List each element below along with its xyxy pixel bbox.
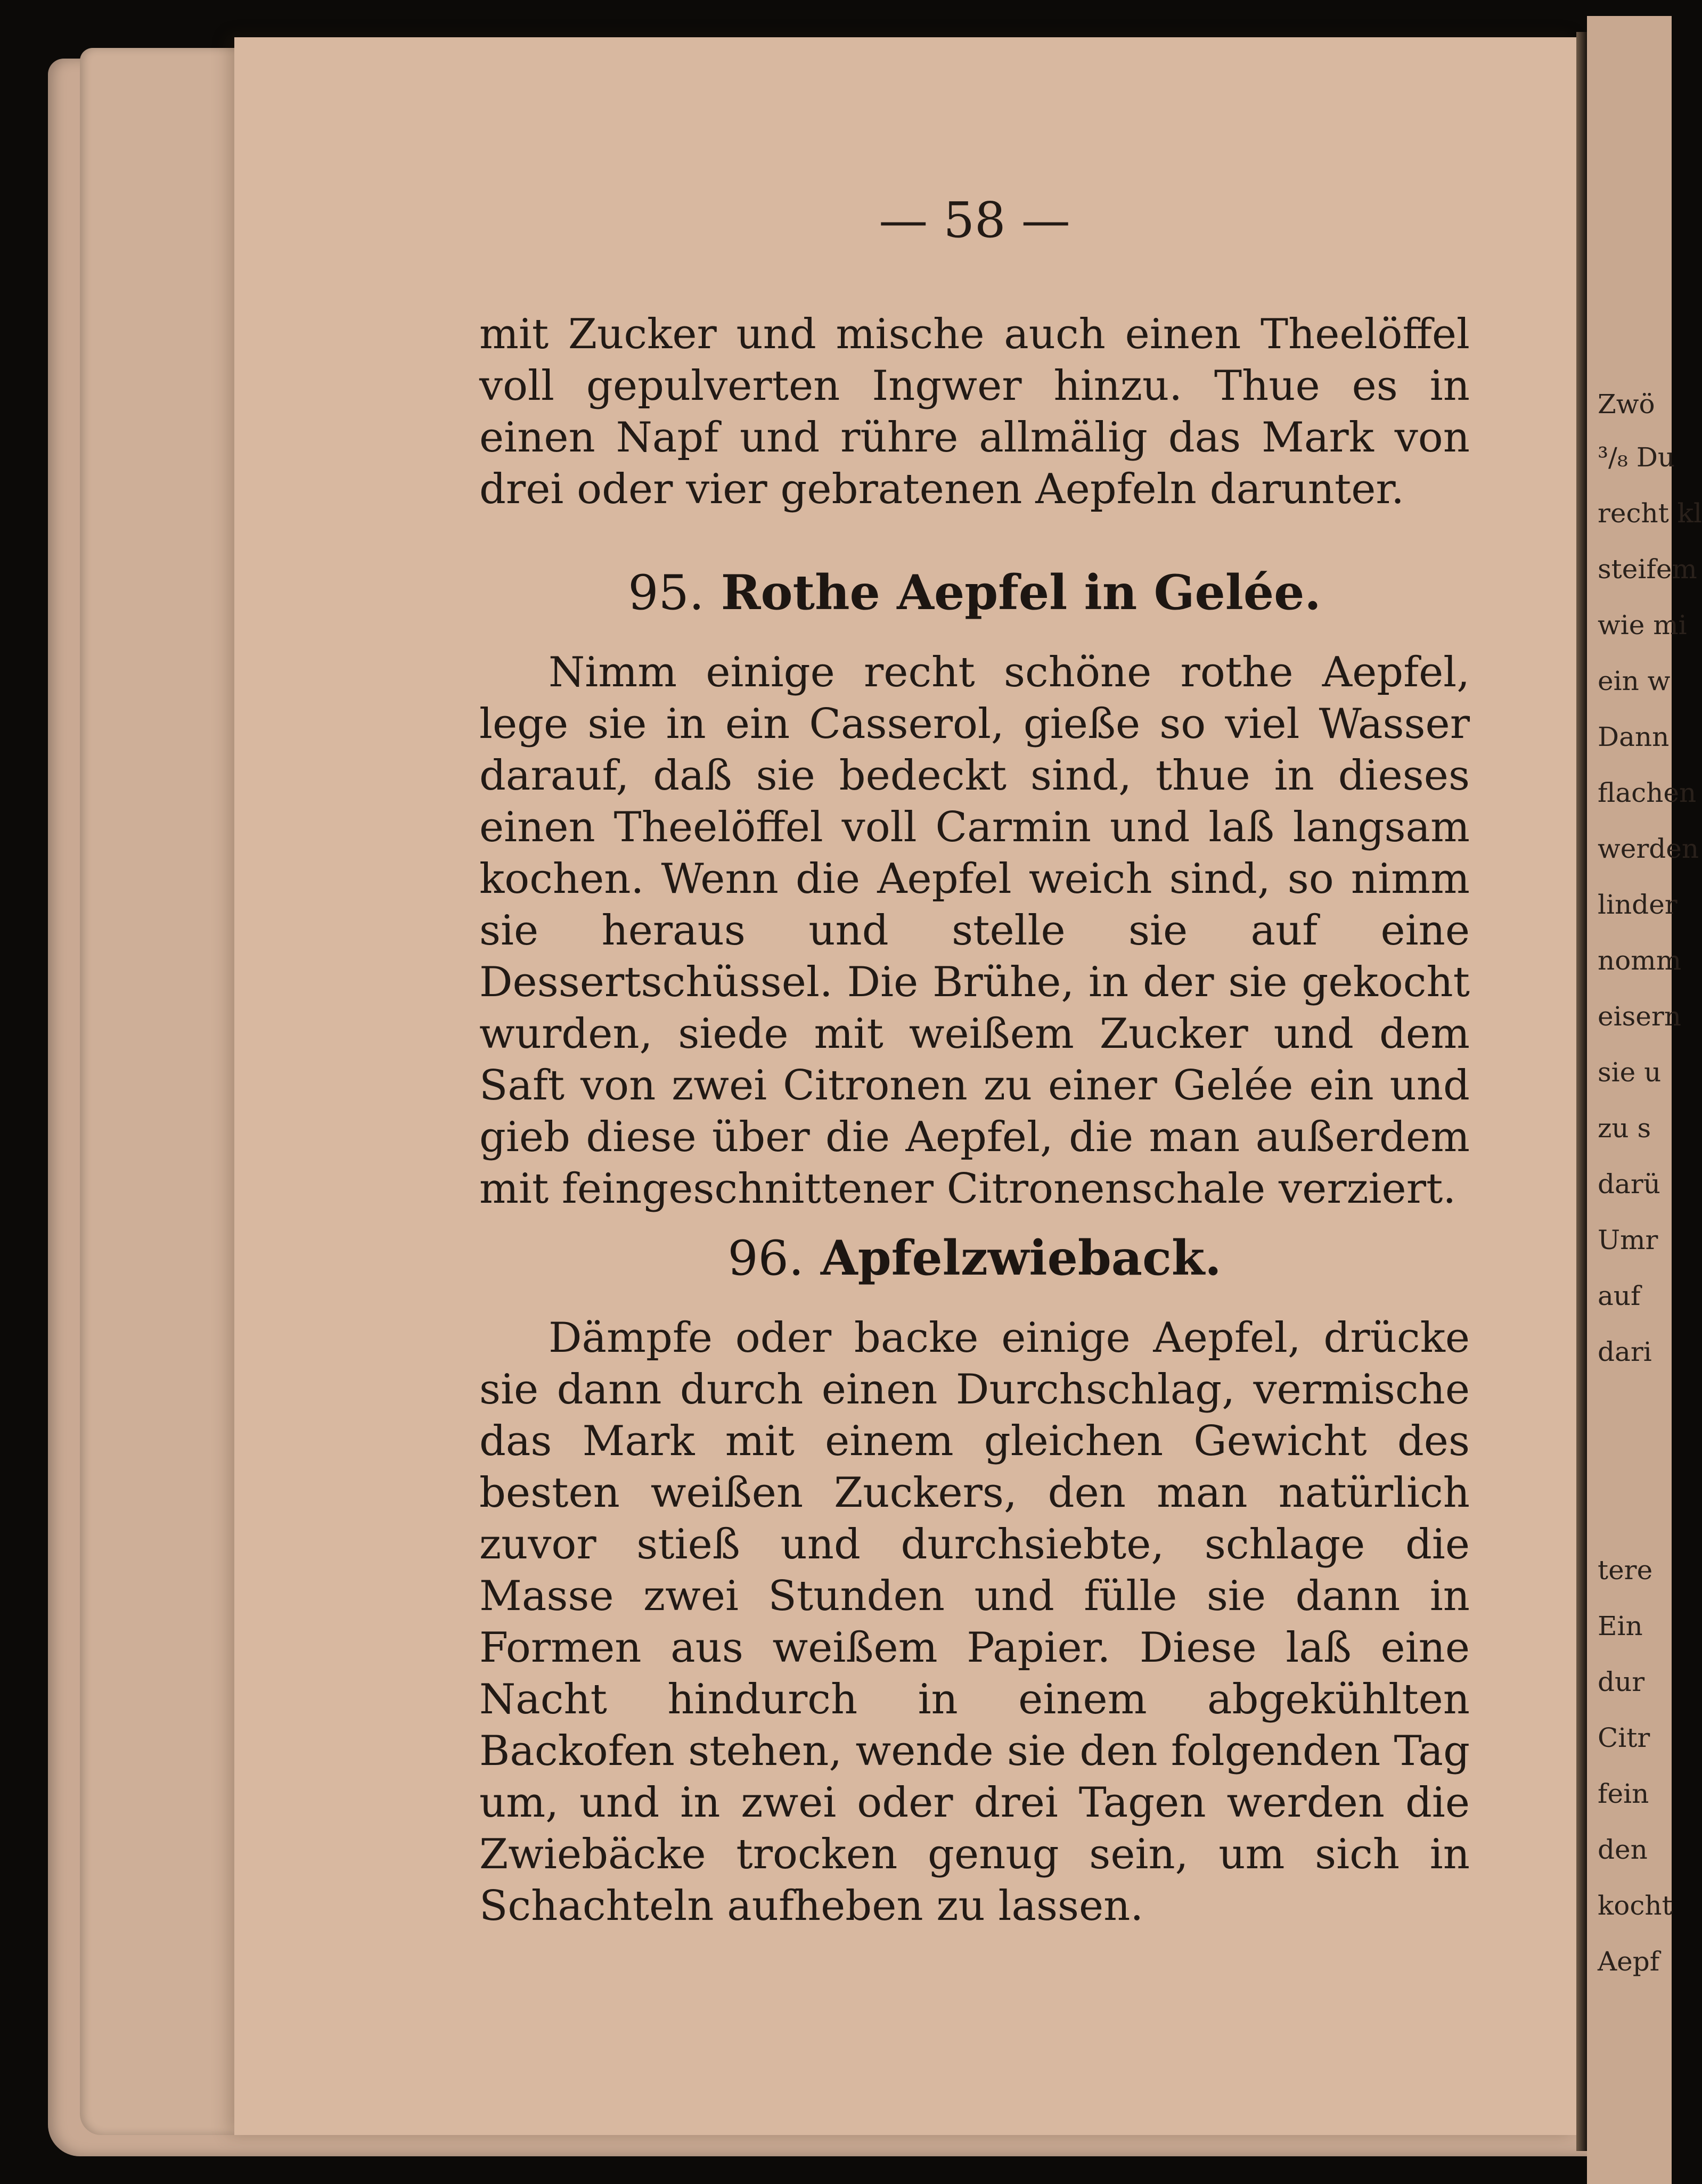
recipe-title: Apfelzwieback. [820, 1230, 1222, 1286]
book-gutter [1576, 32, 1587, 2151]
recipe-95-paragraph [479, 647, 1470, 1215]
page-number: — 58 — [879, 192, 1070, 249]
fragment-line: fein [1598, 1778, 1649, 1809]
fragment-line: auf [1598, 1280, 1641, 1311]
paragraph-text: mit Zucker und mische auch einen Theelöffel voll gepulverten Ingwer hinzu. Thue es in einen Napf und rühre allmälig das Mark von drei oder vier gebratenen Aepfeln darunter. [479, 310, 1470, 513]
fragment-line: dari [1598, 1336, 1652, 1367]
fragment-line: dur [1598, 1666, 1645, 1697]
fragment-line: Citr [1598, 1722, 1650, 1753]
recipe-number: 96. [727, 1230, 804, 1286]
fragment-line: Aepf [1598, 1946, 1660, 1977]
fragment-line: tere [1598, 1555, 1653, 1586]
fragment-line: linder [1598, 889, 1678, 920]
fragment-line: Ein [1598, 1611, 1643, 1641]
fragment-line: ³/₈ Du [1598, 442, 1675, 473]
facing-page-edge [1587, 16, 1702, 2184]
fragment-line: kocht [1598, 1890, 1673, 1921]
fragment-line: den [1598, 1834, 1648, 1865]
fragment-line: Zwö [1598, 389, 1655, 420]
fragment-line: nomm [1598, 945, 1682, 976]
recipe-number: 95. [628, 565, 705, 621]
fragment-line: Umr [1598, 1225, 1658, 1255]
recipe-heading-96 [479, 1230, 1470, 1286]
recipe-96-paragraph [479, 1312, 1470, 1932]
fragment-line: wie mi [1598, 610, 1687, 641]
fragment-line: zu s [1598, 1113, 1651, 1144]
intro-paragraph [479, 309, 1470, 515]
fragment-line: Dann [1598, 721, 1670, 752]
fragment-line: sie u [1598, 1057, 1662, 1088]
fragment-line: eisern [1598, 1001, 1681, 1032]
fragment-line: werden [1598, 833, 1699, 864]
recipe-title: Rothe Aepfel in Gelée. [721, 564, 1321, 621]
fragment-line: recht kl [1598, 498, 1702, 529]
fragment-line: ein w [1598, 666, 1671, 696]
fragment-line: flachen [1598, 777, 1697, 808]
fragment-line: darü [1598, 1169, 1660, 1200]
paragraph-text: Dämpfe oder backe einige Aepfel, drücke sie dann durch einen Durchschlag, vermische das Mark mit einem gleichen Gewicht des besten weißen Zuckers, den man natürlich zuvor stieß und durchsiebte, schlage die Masse zwei Stunden und fülle sie dann in Formen aus weißem Papier. Diese laß eine Nacht hindurch in einem abgekühlten Backofen stehen, wende sie den folgenden Tag um, und in zwei oder drei Tagen werden die Zwiebäcke trocken genug sein, um sich in Schachteln aufheben zu lassen. [479, 1314, 1470, 1930]
fragment-line: steifem [1598, 554, 1697, 585]
paragraph-text: Nimm einige recht schöne rothe Aepfel, lege sie in ein Casserol, gieße so viel Wasser darauf, daß sie bedeckt sind, thue in dieses einen Theelöffel voll Carmin und laß langsam kochen. Wenn die Aepfel weich sind, so nimm sie heraus und stelle sie auf eine Dessertschüssel. Die Brühe, in der sie gekocht wurden, siede mit weißem Zucker und dem Saft von zwei Citronen zu einer Gelée ein und gieb diese über die Aepfel, die man außerdem mit feingeschnittener Citronenschale verziert. [479, 648, 1470, 1213]
recipe-heading-95 [479, 564, 1470, 621]
